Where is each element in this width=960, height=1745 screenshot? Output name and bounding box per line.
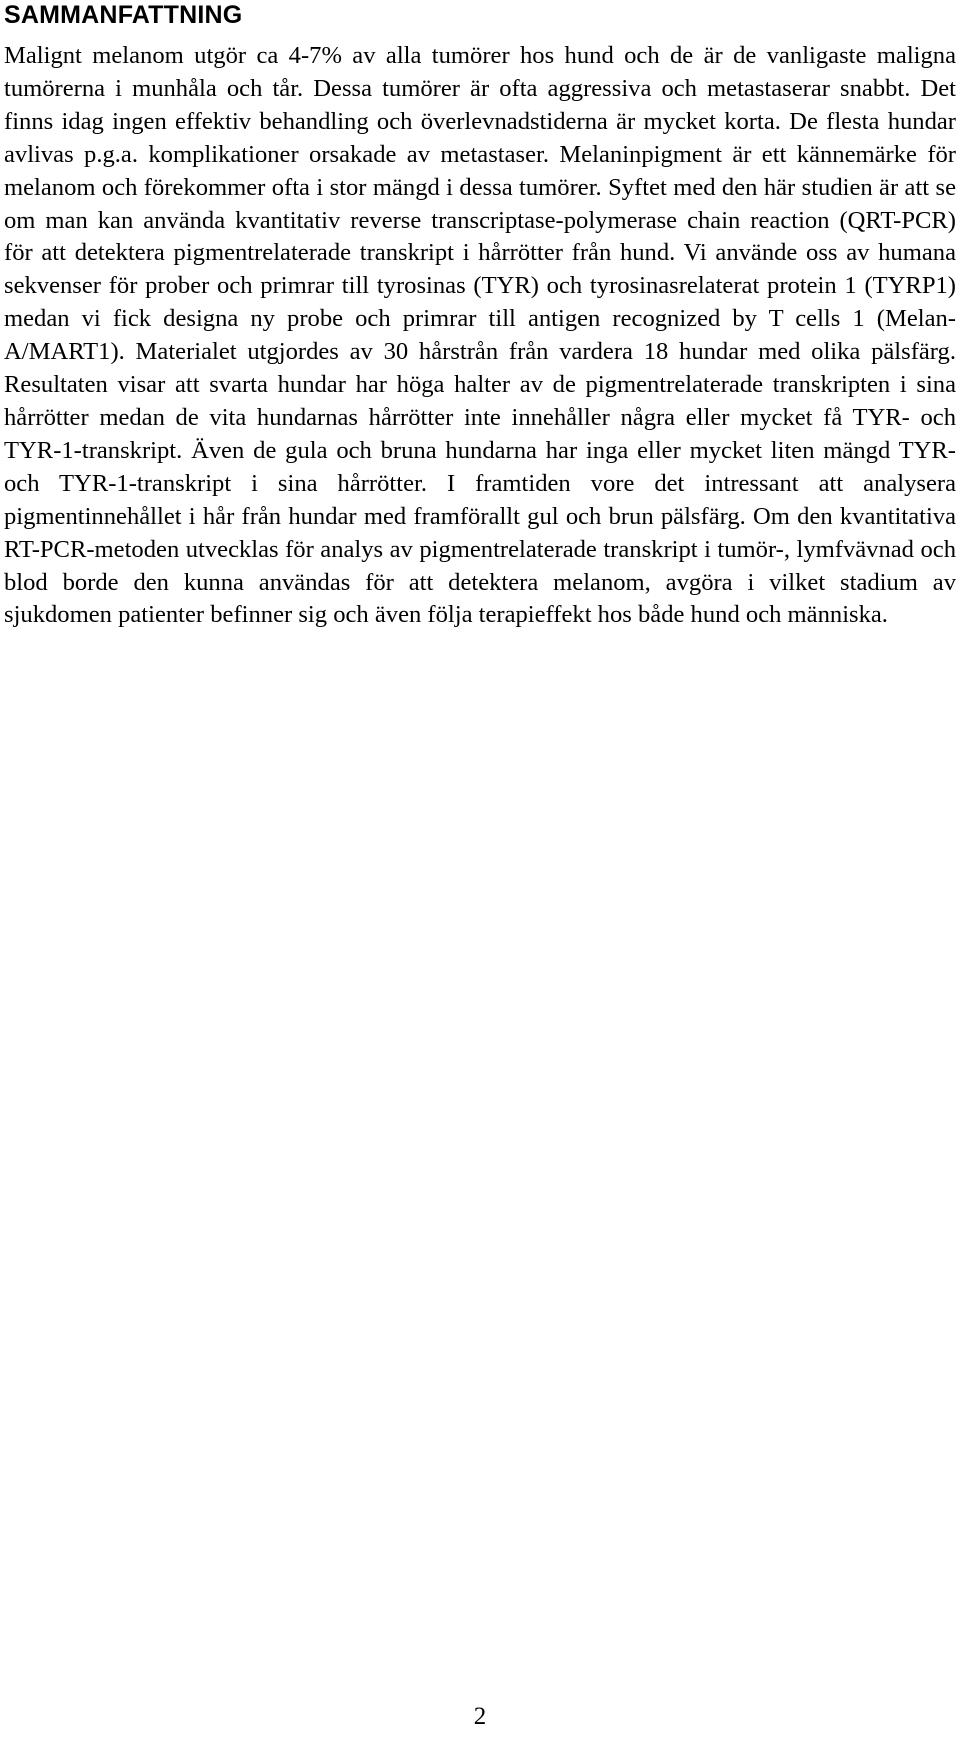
section-heading: SAMMANFATTNING (4, 1, 243, 29)
page-number: 2 (473, 1703, 487, 1730)
abstract-paragraph: Malignt melanom utgör ca 4-7% av alla tumörer hos hund och de är de vanligaste maligna tumörerna i munhåla och tår. Dessa tumörer är ofta aggressiva och metastaserar snabbt. Det finns idag ingen effektiv behandling och överlevnadstiderna är mycket korta. De flesta hundar avlivas p.g.a. komplikationer orsakade av metastaser. Melaninpigment är ett kännemärke för melanom och förekommer ofta i stor mängd i dessa tumörer. Syftet med den här studien är att se om man kan använda kvantitativ reverse transcriptase-polymerase chain reaction (QRT-PCR) för att detektera pigmentrelaterade transkript i hårrötter från hund. Vi använde oss av humana sekvenser för prober och primrar till tyrosinas (TYR) och tyrosinasrelaterat protein 1 (TYRP1) medan vi fick designa ny probe och primrar till antigen recognized by T cells 1 (Melan-A/MART1). Materialet utgjordes av 30 hårstrån från vardera 18 hundar med olika pälsfärg. Resultaten visar att svarta hundar har höga halter av de pigmentrelaterade transkripten i sina hårrötter medan de vita hundarnas hårrötter inte innehåller några eller mycket få TYR- och TYR-1-transkript. Även de gula och bruna hundarna har inga eller mycket liten mängd TYR- och TYR-1-transkript i sina hårrötter. I framtiden vore det intressant att analysera pigmentinnehållet i hår från hundar med framförallt gul och brun pälsfärg. Om den kvantitativa RT-PCR-metoden utvecklas för analys av pigmentrelaterade transkript i tumör-, lymfvävnad och blod borde den kunna användas för att detektera melanom, avgöra i vilket stadium av sjukdomen patienter befinner sig och även följa terapieffekt hos både hund och människa. (4, 42, 956, 629)
